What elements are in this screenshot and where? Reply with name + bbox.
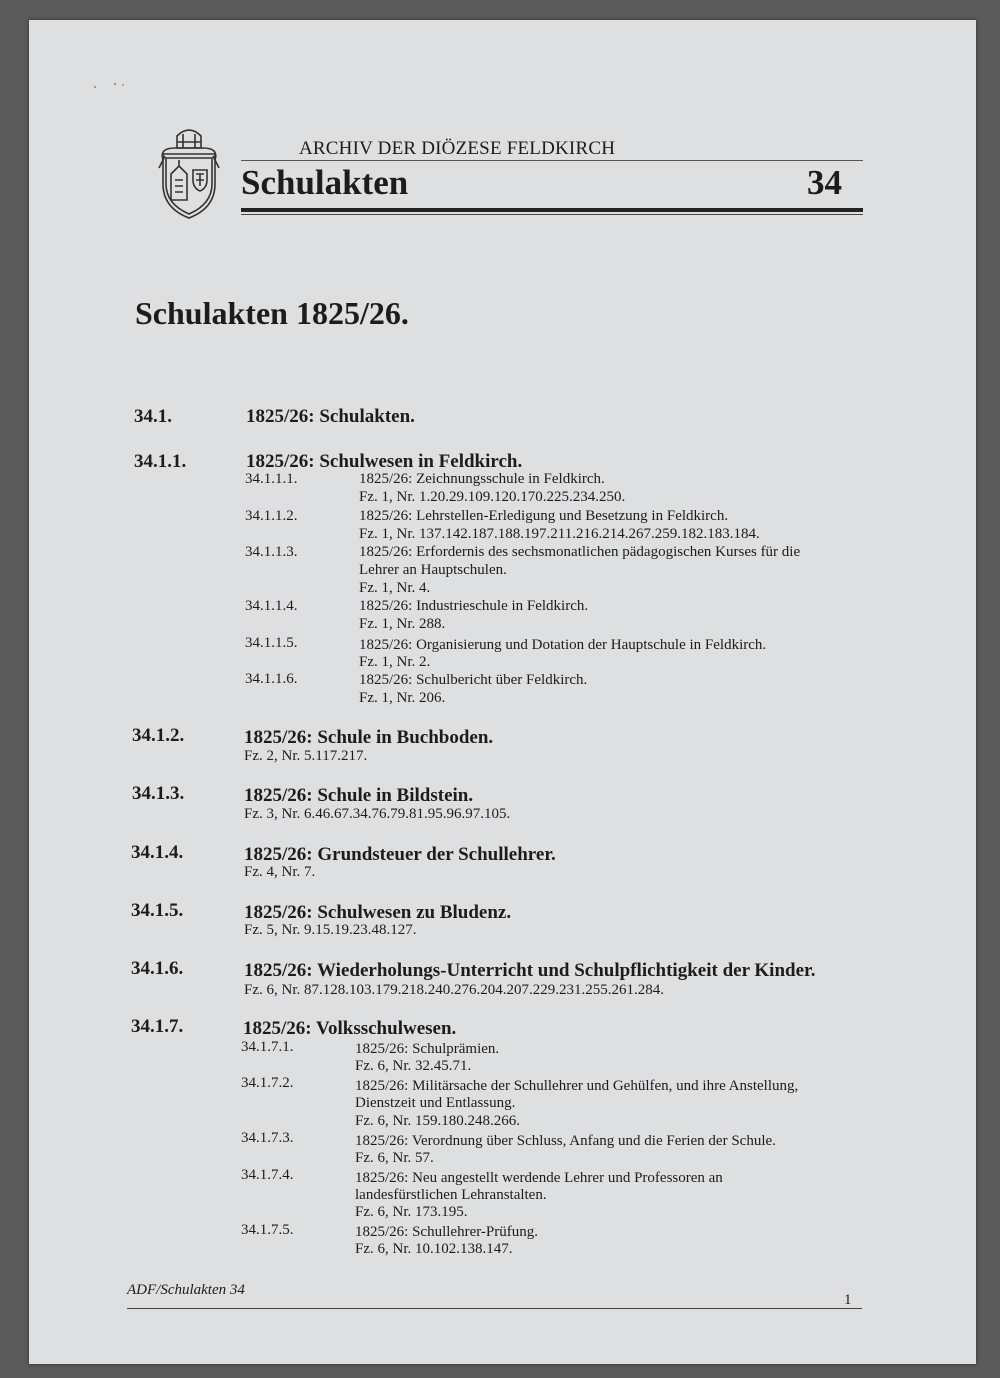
section-ref: Fz. 2, Nr. 5.117.217. bbox=[244, 748, 368, 764]
footer-reference: ADF/Schulakten 34 bbox=[127, 1282, 245, 1298]
subsection-text: Dienstzeit und Entlassung. bbox=[355, 1095, 516, 1111]
subsection-text: 1825/26: Schullehrer-Prüfung. bbox=[355, 1224, 539, 1240]
diocese-crest-icon bbox=[149, 122, 229, 222]
header-rule-thick bbox=[241, 208, 863, 212]
section-number: 34.1.7. bbox=[131, 1016, 184, 1037]
section-number: 34.1.3. bbox=[132, 783, 185, 804]
page-title: Schulakten 1825/26. bbox=[135, 295, 409, 331]
section-title: 1825/26: Schule in Buchboden. bbox=[244, 727, 494, 748]
subsection-ref: Fz. 1, Nr. 137.142.187.188.197.211.216.214.267.259.182.183.184. bbox=[359, 526, 760, 542]
section-title: 1825/26: Schulakten. bbox=[246, 406, 415, 427]
subsection-text: 1825/26: Schulbericht über Feldkirch. bbox=[359, 672, 588, 688]
subsection-text: 1825/26: Organisierung und Dotation der Hauptschule in Feldkirch. bbox=[359, 637, 767, 653]
section-number: 34.1.4. bbox=[131, 842, 184, 863]
subsection-text: landesfürstlichen Lehranstalten. bbox=[355, 1187, 547, 1203]
subsection-number: 34.1.7.3. bbox=[241, 1130, 294, 1146]
subsection-text: 1825/26: Schulprämien. bbox=[355, 1041, 500, 1057]
subsection-ref: Fz. 6, Nr. 10.102.138.147. bbox=[355, 1241, 513, 1257]
subsection-ref: Fz. 1, Nr. 1.20.29.109.120.170.225.234.250. bbox=[359, 489, 626, 505]
footer-rule bbox=[127, 1308, 862, 1309]
document-page bbox=[29, 20, 976, 1364]
header-rule-thin bbox=[241, 160, 863, 161]
subsection-ref: Fz. 6, Nr. 57. bbox=[355, 1150, 434, 1166]
subsection-ref: Fz. 1, Nr. 4. bbox=[359, 580, 431, 596]
subsection-number: 34.1.1.6. bbox=[245, 671, 298, 687]
archive-name: ARCHIV DER DIÖZESE FELDKIRCH bbox=[299, 138, 616, 159]
section-number: 34.1.1. bbox=[134, 451, 187, 472]
section-number: 34.1. bbox=[134, 406, 172, 427]
header-title: Schulakten bbox=[241, 163, 409, 202]
section-title: 1825/26: Wiederholungs-Unterricht und Schulpflichtigkeit der Kinder. bbox=[244, 960, 816, 981]
subsection-text: 1825/26: Lehrstellen-Erledigung und Besetzung in Feldkirch. bbox=[359, 508, 729, 524]
subsection-number: 34.1.7.2. bbox=[241, 1075, 294, 1091]
section-title: 1825/26: Schule in Bildstein. bbox=[244, 785, 474, 806]
subsection-number: 34.1.1.3. bbox=[245, 544, 298, 560]
subsection-text: Lehrer an Hauptschulen. bbox=[359, 562, 507, 578]
paper-speck bbox=[91, 76, 141, 86]
subsection-text: 1825/26: Zeichnungsschule in Feldkirch. bbox=[359, 471, 605, 487]
subsection-text: 1825/26: Neu angestellt werdende Lehrer und Professoren an bbox=[355, 1170, 723, 1186]
section-number: 34.1.6. bbox=[131, 958, 184, 979]
subsection-number: 34.1.1.1. bbox=[245, 471, 298, 487]
subsection-text: 1825/26: Industrieschule in Feldkirch. bbox=[359, 598, 589, 614]
subsection-ref: Fz. 6, Nr. 173.195. bbox=[355, 1204, 468, 1220]
page-number: 1 bbox=[844, 1292, 852, 1308]
section-number: 34.1.5. bbox=[131, 900, 184, 921]
section-title: 1825/26: Grundsteuer der Schullehrer. bbox=[244, 844, 556, 865]
section-title: 1825/26: Volksschulwesen. bbox=[243, 1018, 457, 1039]
section-title: 1825/26: Schulwesen zu Bludenz. bbox=[244, 902, 512, 923]
subsection-number: 34.1.1.4. bbox=[245, 598, 298, 614]
subsection-ref: Fz. 6, Nr. 159.180.248.266. bbox=[355, 1113, 520, 1129]
header-rule-under bbox=[241, 214, 863, 215]
subsection-number: 34.1.7.1. bbox=[241, 1039, 294, 1055]
section-title: 1825/26: Schulwesen in Feldkirch. bbox=[246, 451, 523, 472]
section-number: 34.1.2. bbox=[132, 725, 185, 746]
subsection-text: 1825/26: Militärsache der Schullehrer und Gehülfen, und ihre Anstellung, bbox=[355, 1078, 799, 1094]
section-ref: Fz. 3, Nr. 6.46.67.34.76.79.81.95.96.97.105. bbox=[244, 806, 511, 822]
subsection-number: 34.1.7.5. bbox=[241, 1222, 294, 1238]
header-number: 34 bbox=[807, 163, 842, 202]
subsection-text: 1825/26: Verordnung über Schluss, Anfang und die Ferien der Schule. bbox=[355, 1133, 776, 1149]
subsection-ref: Fz. 6, Nr. 32.45.71. bbox=[355, 1058, 472, 1074]
section-ref: Fz. 5, Nr. 9.15.19.23.48.127. bbox=[244, 922, 417, 938]
subsection-text: 1825/26: Erfordernis des sechsmonatlichen pädagogischen Kurses für die bbox=[359, 544, 801, 560]
subsection-ref: Fz. 1, Nr. 206. bbox=[359, 690, 446, 706]
subsection-number: 34.1.1.5. bbox=[245, 635, 298, 651]
subsection-number: 34.1.1.2. bbox=[245, 508, 298, 524]
section-ref: Fz. 4, Nr. 7. bbox=[244, 864, 316, 880]
subsection-ref: Fz. 1, Nr. 2. bbox=[359, 654, 431, 670]
subsection-ref: Fz. 1, Nr. 288. bbox=[359, 616, 446, 632]
subsection-number: 34.1.7.4. bbox=[241, 1167, 294, 1183]
section-ref: Fz. 6, Nr. 87.128.103.179.218.240.276.204.207.229.231.255.261.284. bbox=[244, 982, 664, 998]
